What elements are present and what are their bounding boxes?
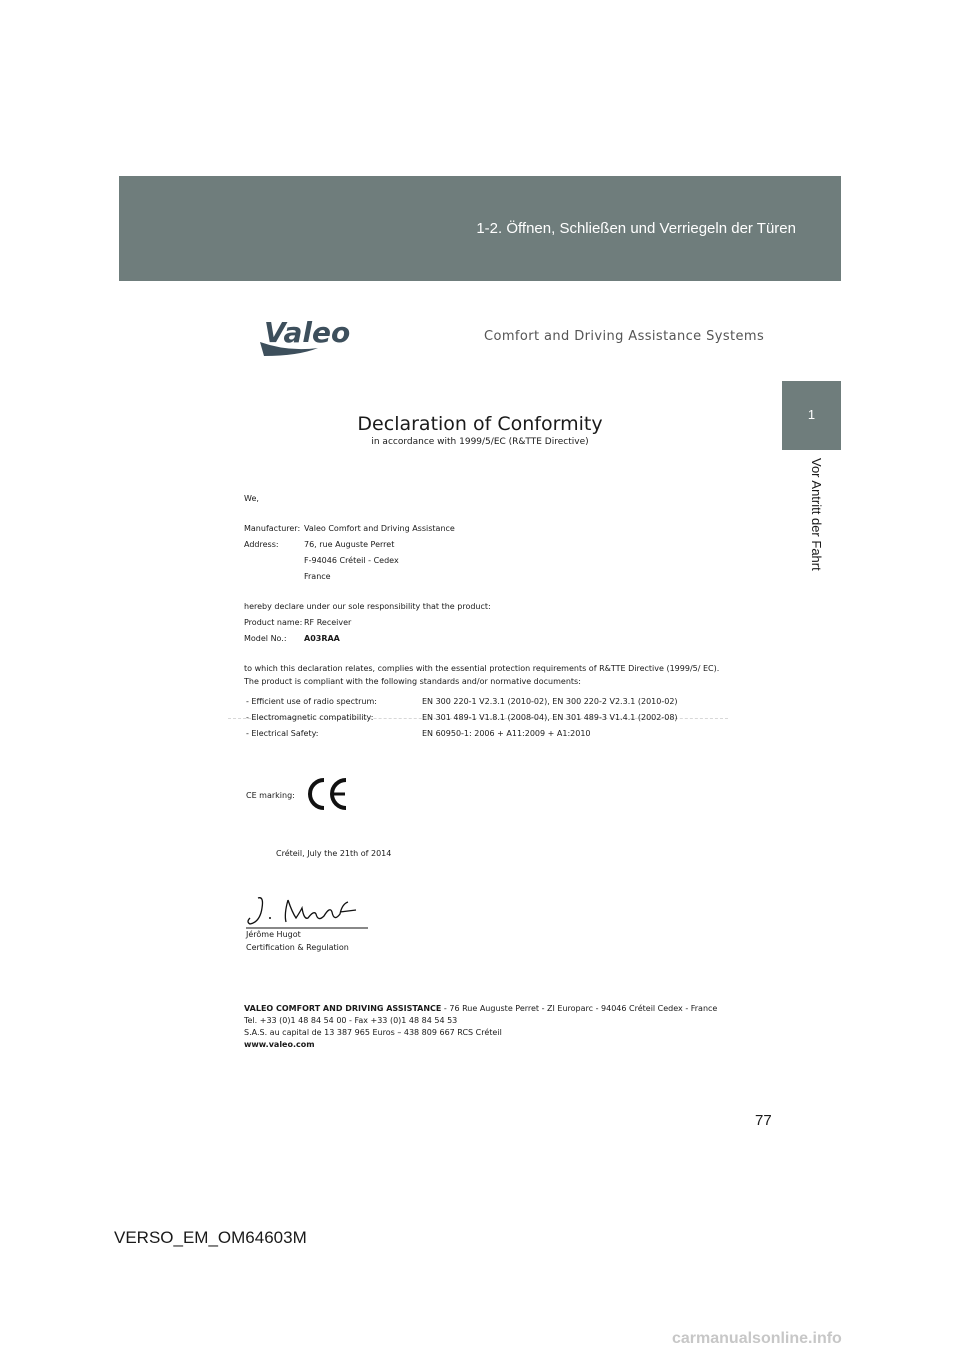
document-code: VERSO_EM_OM64603M <box>114 1228 307 1247</box>
standard-label: - Electrical Safety: <box>246 729 319 738</box>
standard-value: EN 301 489-1 V1.8.1 (2008-04), EN 301 489-3 V1.4.1 (2002-08) <box>422 713 678 722</box>
address-label: Address: <box>244 540 279 549</box>
footer-website: www.valeo.com <box>244 1040 315 1049</box>
standard-value: EN 60950-1: 2006 + A11:2009 + A1:2010 <box>422 729 591 738</box>
address-line: 76, rue Auguste Perret <box>304 540 395 549</box>
model-label: Model No.: <box>244 634 287 643</box>
footer-company-line <box>244 1004 717 1013</box>
signature <box>244 892 374 932</box>
tagline: Comfort and Driving Assistance Systems <box>484 329 765 344</box>
address-line: F-94046 Créteil - Cedex <box>304 556 399 565</box>
footer-capital: S.A.S. au capital de 13 387 965 Euros – 438 809 667 RCS Créteil <box>244 1028 502 1037</box>
page-number: 77 <box>755 1112 772 1129</box>
manufacturer-value: Valeo Comfort and Driving Assistance <box>304 524 455 533</box>
model-value: A03RAA <box>304 634 340 643</box>
valeo-logo <box>258 312 362 358</box>
we-text: We, <box>244 494 259 503</box>
ce-mark-icon <box>306 776 350 812</box>
svg-text:Valeo: Valeo <box>264 316 351 349</box>
relates-text: The product is compliant with the following standards and/or normative documents: <box>244 677 581 686</box>
place-date: Créteil, July the 21th of 2014 <box>276 849 392 858</box>
ce-label: CE marking: <box>246 791 295 800</box>
signer-name: Jérôme Hugot <box>246 930 301 939</box>
document-subtitle: in accordance with 1999/5/EC (R&TTE Directive) <box>371 437 589 447</box>
declare-text: hereby declare under our sole responsibility that the product: <box>244 602 491 611</box>
standard-label: - Efficient use of radio spectrum: <box>246 697 377 706</box>
address-line: France <box>304 572 331 581</box>
product-value: RF Receiver <box>304 618 352 627</box>
document-title: Declaration of Conformity <box>357 413 603 435</box>
watermark: carmanualsonline.info <box>672 1330 842 1347</box>
standard-value: EN 300 220-1 V2.3.1 (2010-02), EN 300 220-2 V2.3.1 (2010-02) <box>422 697 678 706</box>
footer-tel: Tel. +33 (0)1 48 84 54 00 - Fax +33 (0)1 48 84 54 53 <box>244 1016 458 1025</box>
chapter-label: Vor Antritt der Fahrt <box>809 458 824 571</box>
signer-title: Certification & Regulation <box>246 943 349 952</box>
product-label: Product name: <box>244 618 303 627</box>
standard-label: - Electromagnetic compatibility: <box>246 713 374 722</box>
footer-address: - 76 Rue Auguste Perret - ZI Europarc - 94046 Créteil Cedex - France <box>441 1004 718 1013</box>
footer-company: VALEO COMFORT AND DRIVING ASSISTANCE <box>244 1004 442 1013</box>
relates-text: to which this declaration relates, complies with the essential protection requirements of R&TTE Directive (1999/5/ EC). <box>244 664 720 673</box>
chapter-number: 1 <box>807 407 816 422</box>
manufacturer-label: Manufacturer: <box>244 524 301 533</box>
section-title: 1-2. Öffnen, Schließen und Verriegeln der Türen <box>476 220 796 237</box>
